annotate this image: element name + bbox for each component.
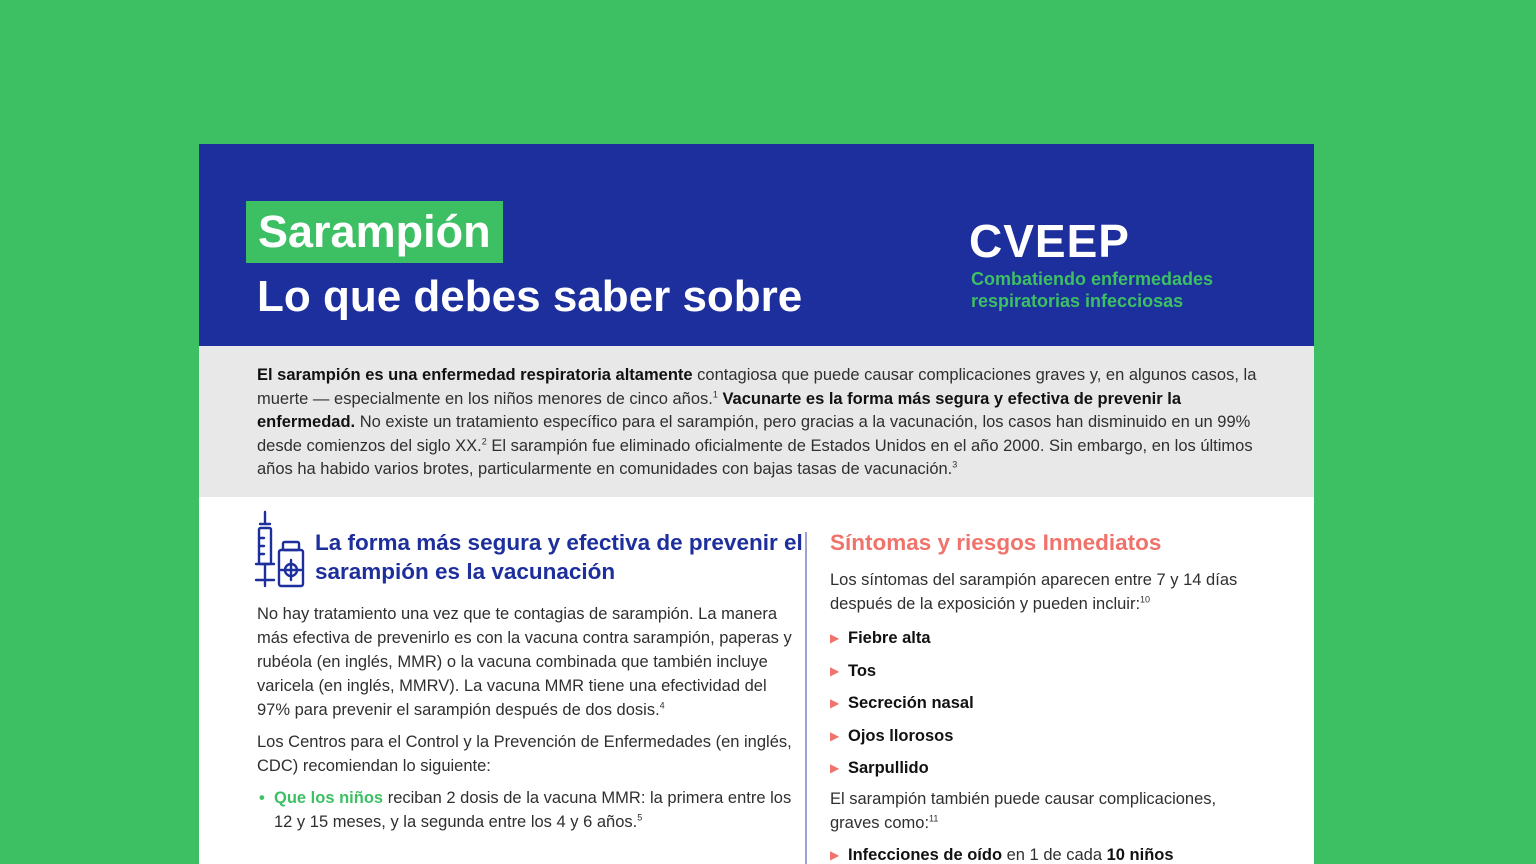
triangle-right-icon: ▶ — [830, 631, 840, 645]
symptom-label: Secreción nasal — [848, 694, 974, 712]
triangle-right-icon: ▶ — [830, 761, 840, 775]
footnote-11: 11 — [929, 813, 939, 823]
vaccination-column — [257, 510, 803, 831]
recommendation-highlight: Que los niños — [274, 789, 384, 807]
symptom-label: Ojos llorosos — [848, 726, 954, 745]
brand-tagline — [971, 268, 1213, 312]
intro-paragraph — [257, 364, 1257, 482]
list-item — [830, 687, 1270, 720]
list-item — [830, 655, 1270, 688]
complications-list — [830, 839, 1270, 864]
fact-sheet — [199, 144, 1314, 864]
symptom-label: Tos — [848, 661, 877, 680]
vaccine-syringe-vial-icon — [253, 510, 309, 588]
symptoms-intro-text: Los síntomas del sarampión aparecen entre 7 y 14 días después de la exposición y pueden incluir: — [830, 571, 1238, 613]
vaccination-text-1: No hay tratamiento una vez que te contagias de sarampión. La manera más efectiva de prevenirlo es con la vacuna contra sarampión, paperas y rubéola (en inglés, MMR) o la vacuna combinada que también incluye varicela (en inglés, MMRV). La vacuna MMR tiene una efectividad del 97% para prevenir el sarampión después de dos dosis. — [257, 605, 792, 719]
column-divider — [805, 532, 807, 864]
symptoms-intro — [830, 568, 1270, 616]
footnote-2: 2 — [481, 436, 487, 446]
vaccination-title: La forma más segura y efectiva de prevenir el sarampión es la vacunación — [315, 530, 803, 584]
list-item — [830, 752, 1270, 785]
recommendation-item — [257, 786, 792, 834]
complication-text: en 1 de cada — [1002, 845, 1107, 864]
triangle-right-icon: ▶ — [830, 847, 840, 862]
footnote-4: 4 — [659, 700, 665, 711]
symptoms-title: Síntomas y riesgos Inmediatos — [830, 530, 1162, 555]
triangle-right-icon: ▶ — [830, 728, 840, 743]
intro-text-3: El sarampión fue eliminado oficialmente de Estados Unidos en el año 2000. Sin embargo, en los últimos años ha habido varios brotes, particularmente en comunidades con bajas tasas de vacunación. — [257, 436, 1253, 478]
vaccination-header — [257, 510, 803, 590]
triangle-right-icon: ▶ — [830, 696, 840, 710]
complication-bold: Infecciones de oído — [848, 845, 1003, 864]
symptom-label: Fiebre alta — [848, 629, 931, 647]
footnote-10: 10 — [1140, 594, 1151, 605]
footnote-5: 5 — [637, 812, 643, 823]
footnote-1: 1 — [712, 389, 718, 399]
intro-section — [199, 346, 1314, 497]
list-item — [830, 839, 1270, 864]
vaccination-paragraph-1 — [257, 602, 792, 722]
recommendation-bullet: • — [259, 789, 265, 807]
brand-logo-text: CVEEP — [969, 215, 1130, 267]
vaccination-paragraph-2: Los Centros para el Control y la Prevención de Enfermedades (en inglés, CDC) recomiendan lo siguiente: — [257, 733, 792, 775]
vaccination-body — [257, 602, 792, 834]
list-item — [830, 622, 1270, 655]
header-banner — [199, 144, 1314, 346]
complication-bold-2: 10 niños — [1106, 845, 1174, 864]
brand-tagline-line-2: respiratorias infecciosas — [971, 291, 1184, 311]
complications-intro-text: El sarampión también puede causar complicaciones, graves como: — [830, 789, 1217, 832]
complications-intro — [830, 787, 1270, 835]
symptoms-list — [830, 622, 1270, 785]
list-item — [830, 720, 1270, 753]
intro-text-2: No existe un tratamiento específico para el sarampión, pero gracias a la vacunación, los casos han disminuido en un 99% desde comienzos del siglo XX. — [257, 413, 1251, 455]
footnote-3: 3 — [952, 459, 958, 470]
intro-bold-2: Vacunarte es la forma más segura y efectiva de prevenir la enfermedad. — [257, 389, 1182, 431]
symptom-label: Sarpullido — [848, 759, 929, 777]
intro-bold-1: El sarampión es una enfermedad respiratoria altamente — [257, 366, 693, 384]
symptoms-column — [830, 528, 1270, 864]
triangle-right-icon: ▶ — [830, 663, 840, 678]
page-subtitle: Lo que debes saber sobre — [257, 272, 803, 321]
intro-text-1: contagiosa que puede causar complicaciones graves y, en algunos casos, la muerte — especialmente en los niños menores de cinco años. — [257, 366, 1257, 408]
recommendation-text: reciban 2 dosis de la vacuna MMR: la primera entre los 12 y 15 meses, y la segunda entre los 4 y 6 años. — [274, 789, 792, 831]
brand-tagline-line-1: Combatiendo enfermedades — [971, 269, 1214, 289]
page-title: Sarampión — [246, 201, 503, 263]
